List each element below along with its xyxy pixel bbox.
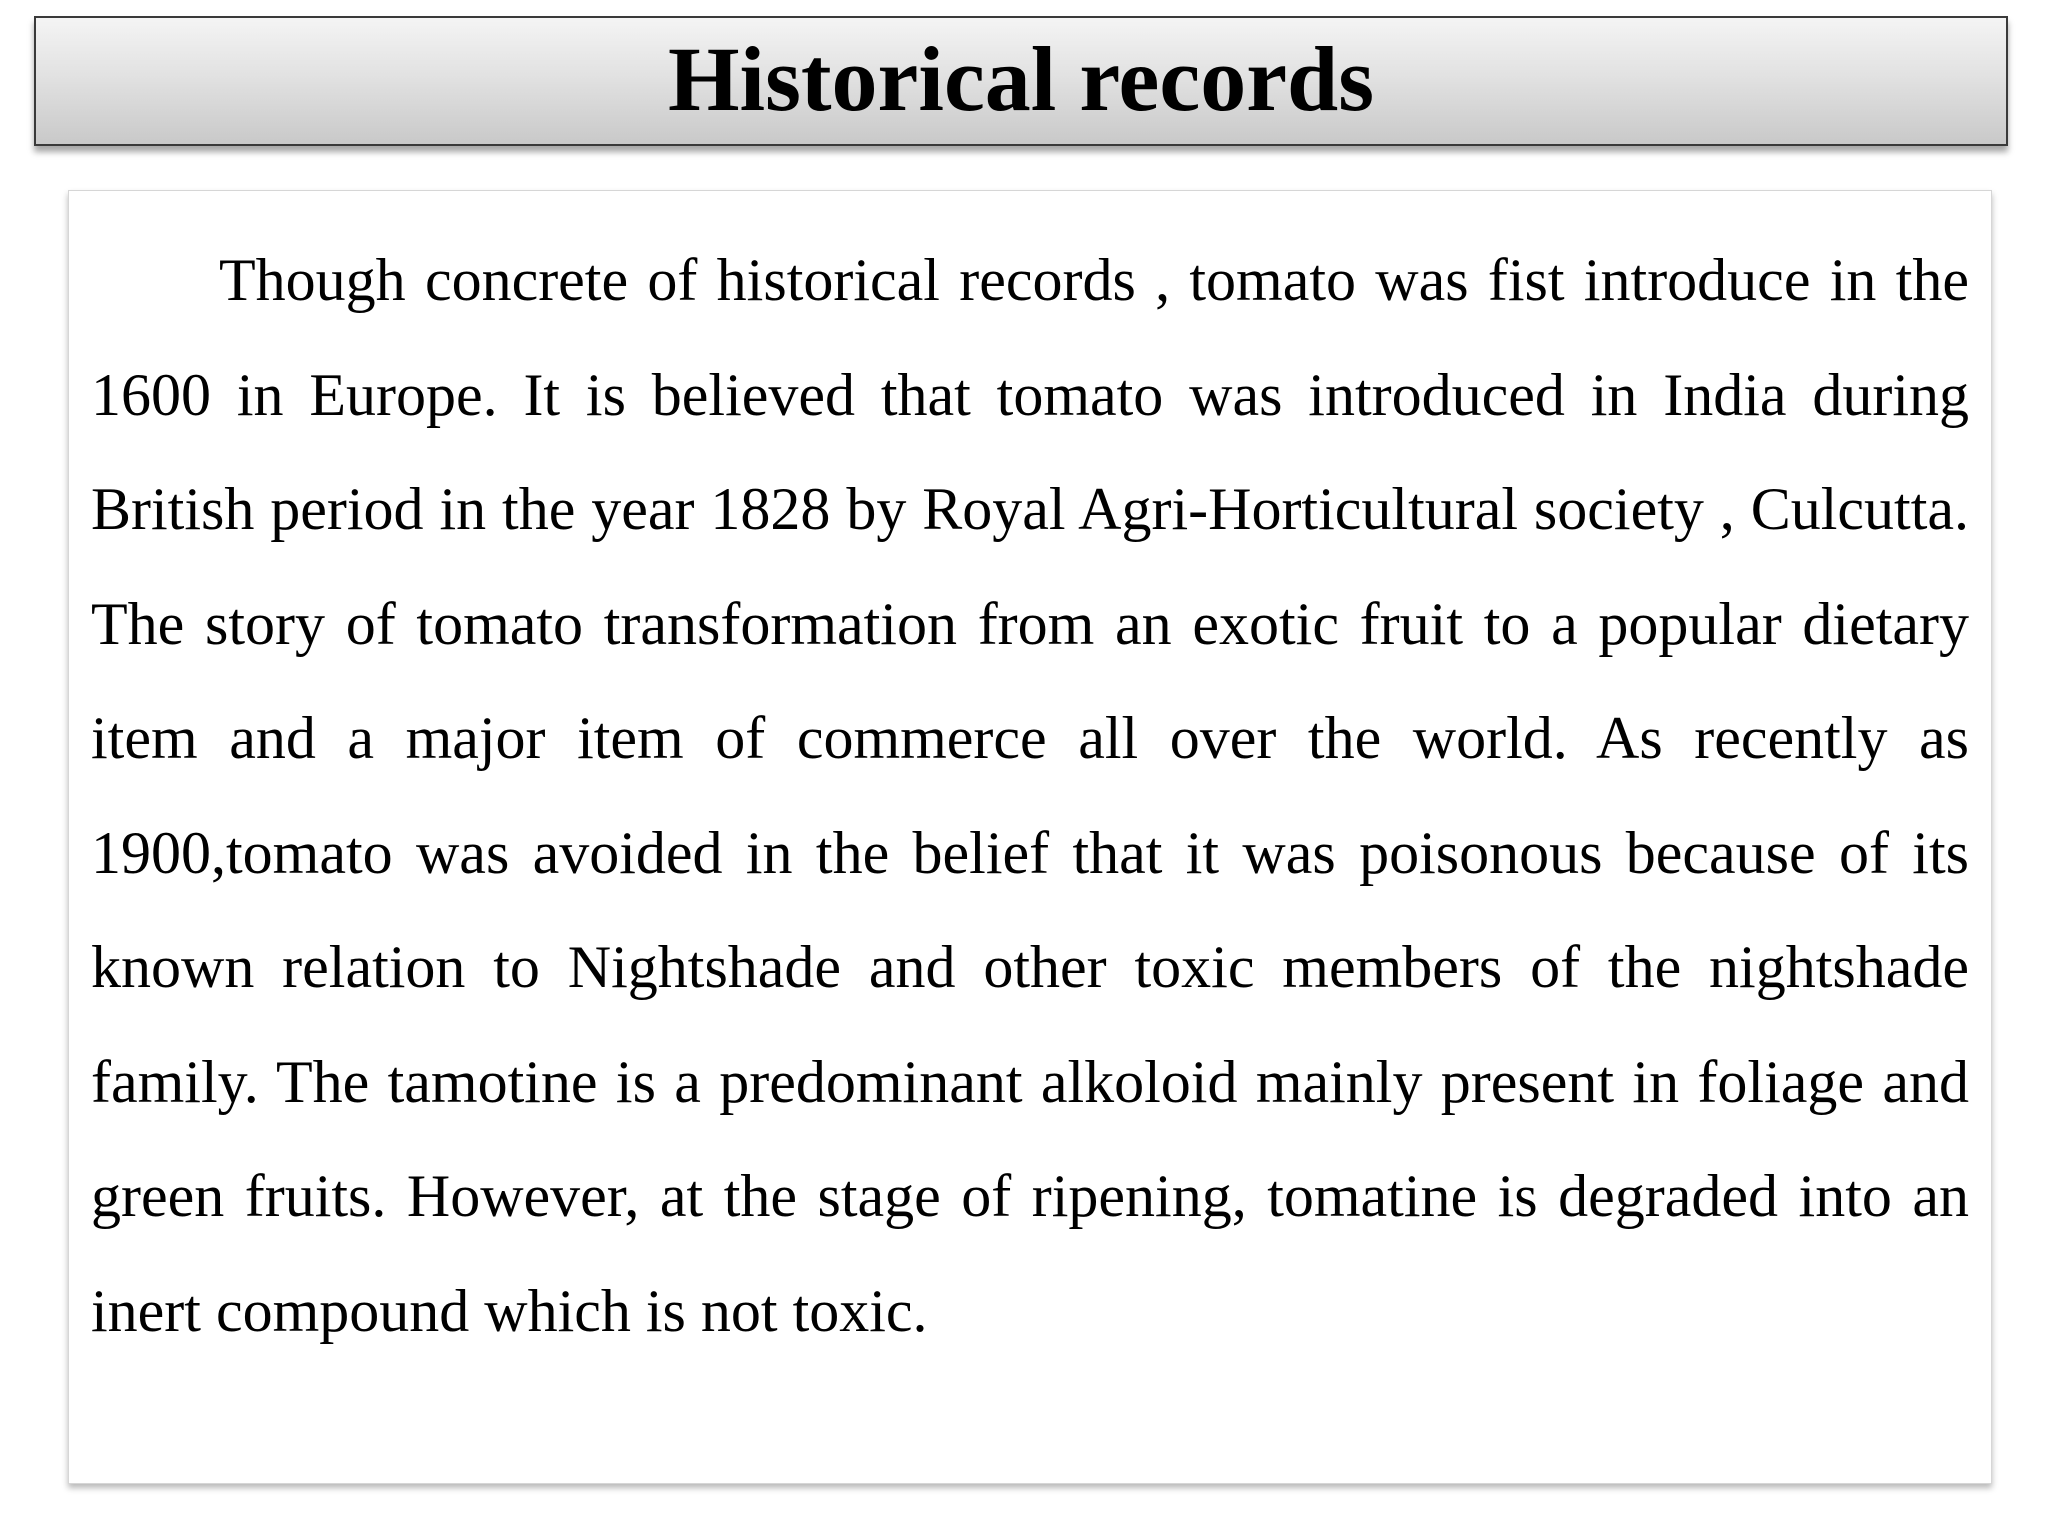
title-bar <box>34 16 2008 146</box>
content-box <box>68 190 1992 1484</box>
slide-title: Historical records <box>668 28 1374 130</box>
body-paragraph: Though concrete of historical records , tomato was fist introduce in the 1600 in Europe. It is believed that tomato was introduced in India during British period in the year 1828 by Royal Agri-Horticultural society , Culcutta. The story of tomato transformation from an exotic fruit to a popular dietary item and a major item of commerce all over the world. As recently as 1900,tomato was avoided in the belief that it was poisonous because of its known relation to Nightshade and other toxic members of the nightshade family. The tamotine is a predominant alkoloid mainly present in foliage and green fruits. However, at the stage of ripening, tomatine is degraded into an inert compound which is not toxic. <box>91 247 1969 1344</box>
